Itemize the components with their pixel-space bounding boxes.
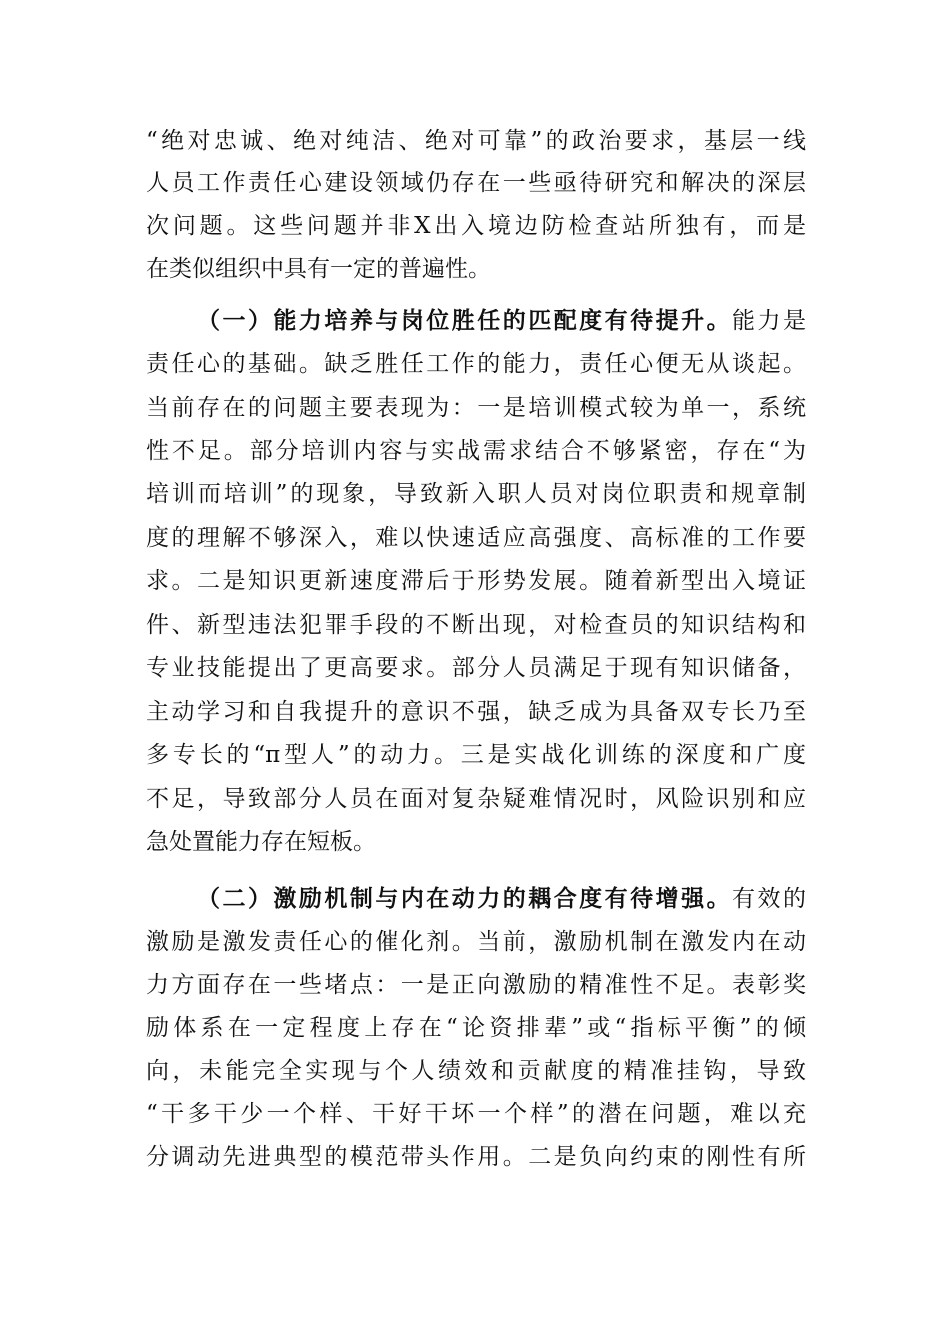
paragraph-line: 力方面存在一些堵点：一是正向激励的精准性不足。表彰奖 bbox=[146, 972, 806, 998]
paragraph-line: 在类似组织中具有一定的普遍性。 bbox=[146, 256, 491, 282]
paragraph-line: 培训而培训”的现象，导致新入职人员对岗位职责和规章制 bbox=[146, 481, 806, 507]
paragraph-line: 专业技能提出了更高要求。部分人员满足于现有知识储备， bbox=[146, 655, 806, 681]
paragraph-line: 次问题。这些问题并非X出入境边防检查站所独有，而是 bbox=[146, 213, 806, 239]
paragraph-line: 激励是激发责任心的催化剂。当前，激励机制在激发内在动 bbox=[146, 929, 806, 955]
paragraph-line: 不足，导致部分人员在面对复杂疑难情况时，风险识别和应 bbox=[146, 786, 806, 812]
paragraph-line: 性不足。部分培训内容与实战需求结合不够紧密，存在“为 bbox=[146, 438, 806, 464]
paragraph-line: 责任心的基础。缺乏胜任工作的能力，责任心便无从谈起。 bbox=[146, 351, 806, 377]
paragraph-line: “干多干少一个样、干好干坏一个样”的潜在问题，难以充 bbox=[146, 1101, 806, 1127]
section-heading-tail: 有效的 bbox=[732, 886, 807, 912]
paragraph-line: 件、新型违法犯罪手段的不断出现，对检查员的知识结构和 bbox=[146, 612, 806, 638]
paragraph-line: “绝对忠诚、绝对纯洁、绝对可靠”的政治要求，基层一线 bbox=[146, 128, 806, 154]
section-heading-line bbox=[197, 300, 806, 342]
paragraph-line: 主动学习和自我提升的意识不强，缺乏成为具备双专长乃至 bbox=[146, 699, 806, 725]
paragraph-line: 励体系在一定程度上存在“论资排辈”或“指标平衡”的倾 bbox=[146, 1015, 806, 1041]
paragraph-line: 分调动先进典型的模范带头作用。二是负向约束的刚性有所 bbox=[146, 1144, 806, 1170]
section-heading: （二）激励机制与内在动力的耦合度有待增强。 bbox=[197, 885, 733, 912]
paragraph-line: 度的理解不够深入，难以快速适应高强度、高标准的工作要 bbox=[146, 525, 806, 551]
paragraph-line: 多专长的“π型人”的动力。三是实战化训练的深度和广度 bbox=[146, 742, 806, 768]
paragraph-line: 向，未能完全实现与个人绩效和贡献度的精准挂钩，导致 bbox=[146, 1058, 806, 1084]
paragraph-line: 当前存在的问题主要表现为：一是培训模式较为单一，系统 bbox=[146, 395, 806, 421]
paragraph-line: 急处置能力存在短板。 bbox=[146, 829, 376, 855]
section-heading-line bbox=[197, 878, 806, 920]
section-heading: （一）能力培养与岗位胜任的匹配度有待提升。 bbox=[197, 307, 733, 334]
paragraph-line: 人员工作责任心建设领域仍存在一些亟待研究和解决的深层 bbox=[146, 170, 806, 196]
paragraph-line: 求。二是知识更新速度滞后于形势发展。随着新型出入境证 bbox=[146, 568, 806, 594]
section-heading-tail: 能力是 bbox=[732, 308, 807, 334]
